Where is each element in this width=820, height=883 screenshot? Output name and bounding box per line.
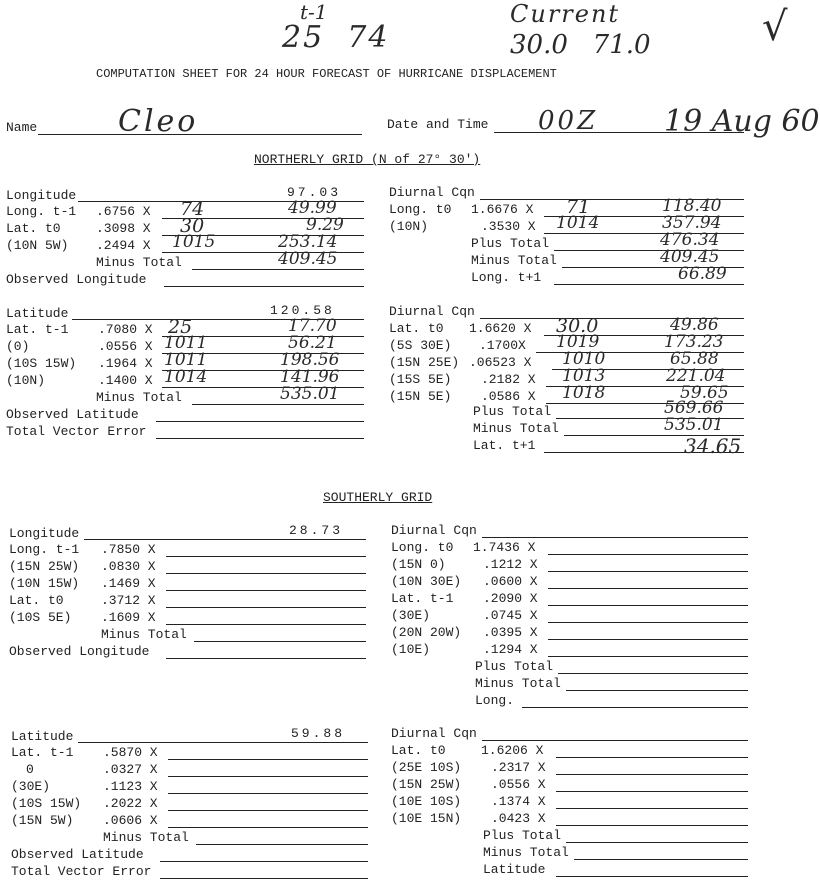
s-long-row-line[interactable] bbox=[166, 590, 366, 591]
n-dlat-row-result: 49.86 bbox=[670, 315, 719, 335]
n-long-row-result: 9.29 bbox=[306, 215, 344, 235]
s-lat-minus-line[interactable] bbox=[196, 844, 368, 845]
s-dlat-row-coef: .2317 X bbox=[491, 760, 546, 775]
s-lat-row-coef: .0606 X bbox=[103, 813, 158, 828]
n-long-minus-line[interactable] bbox=[192, 269, 364, 270]
n-long-row-input: 74 bbox=[180, 198, 205, 220]
n-lat-row-input: 25 bbox=[168, 316, 193, 338]
n-total-vector-error-label: Total Vector Error bbox=[6, 424, 147, 439]
s-observed-latitude-line[interactable] bbox=[160, 861, 368, 862]
n-dlong-row-coef: .3530 X bbox=[481, 219, 536, 234]
n-dlat-plus-label: Plus Total bbox=[473, 404, 552, 419]
s-latitude-result-label: Latitude bbox=[483, 862, 546, 877]
s-lat-row-line[interactable] bbox=[168, 793, 368, 794]
s-dlat-row-label: (10E 10S) bbox=[391, 794, 462, 809]
s-long-minus-line[interactable] bbox=[194, 641, 366, 642]
s-lat-row-label: 0 bbox=[26, 762, 34, 777]
n-lat-row-label: Lat. t-1 bbox=[6, 322, 69, 337]
n-long-row-coef: .6756 X bbox=[96, 204, 151, 219]
s-observed-latitude-label: Observed Latitude bbox=[11, 847, 144, 862]
s-long-row-line[interactable] bbox=[166, 556, 366, 557]
s-lat-row-coef: .1123 X bbox=[103, 779, 158, 794]
s-lat-row-line[interactable] bbox=[168, 810, 368, 811]
n-total-vector-error-line[interactable] bbox=[156, 438, 364, 439]
s-long-row-coef: .7850 X bbox=[101, 542, 156, 557]
s-long-row-coef: .1469 X bbox=[101, 576, 156, 591]
s-dlat-row-line[interactable] bbox=[556, 808, 748, 809]
name-label: Name bbox=[6, 120, 38, 135]
s-lat-minus-label: Minus Total bbox=[103, 830, 189, 845]
s-dlong-row-coef: .2090 X bbox=[483, 591, 538, 606]
s-latitude-line[interactable] bbox=[78, 742, 368, 743]
s-dlong-row-label: Long. t0 bbox=[391, 540, 454, 555]
s-long-row-label: (15N 25W) bbox=[9, 559, 80, 574]
n-dlat-row-input: 1010 bbox=[562, 349, 606, 369]
s-lat-row-label: (30E) bbox=[11, 779, 51, 794]
s-long-result-label: Long. bbox=[475, 693, 515, 708]
s-long-row-line[interactable] bbox=[166, 573, 366, 574]
n-dlat-row-input: 1018 bbox=[562, 383, 606, 403]
n-lat-minus-value: 535.01 bbox=[280, 384, 340, 404]
s-dlong-minus-line[interactable] bbox=[566, 690, 748, 691]
s-dlong-row-line[interactable] bbox=[548, 605, 748, 606]
s-dlat-plus-line[interactable] bbox=[566, 842, 748, 843]
n-long-row-result: 253.14 bbox=[278, 232, 338, 252]
n-dlat-row-input: 1019 bbox=[556, 332, 600, 352]
n-dlat-row-result: 59.65 bbox=[680, 383, 729, 403]
s-dlong-row-line[interactable] bbox=[548, 571, 748, 572]
hand-current-label: Current bbox=[510, 0, 621, 28]
s-dlat-row-line[interactable] bbox=[556, 825, 748, 826]
s-dlong-plus-line[interactable] bbox=[558, 673, 748, 674]
n-dlat-row-label: (15N 5E) bbox=[389, 389, 452, 404]
n-long-row-label: (10N 5W) bbox=[6, 238, 69, 253]
n-dlat-row-coef: .0586 X bbox=[481, 389, 536, 404]
n-dlong-plus-value: 476.34 bbox=[660, 230, 720, 250]
check-mark: √ bbox=[762, 4, 788, 50]
n-dlong-minus-value: 409.45 bbox=[660, 247, 720, 267]
n-lat-row-coef: .1400 X bbox=[98, 373, 153, 388]
s-dlong-row-label: (30E) bbox=[391, 608, 431, 623]
n-dlat-row-coef: .06523 X bbox=[469, 355, 532, 370]
s-lat-row-line[interactable] bbox=[168, 827, 368, 828]
name-value: Cleo bbox=[118, 104, 199, 139]
n-latitude-label: Latitude bbox=[6, 306, 69, 321]
s-long-row-line[interactable] bbox=[166, 624, 366, 625]
s-lat-row-coef: .0327 X bbox=[103, 762, 158, 777]
s-dlong-row-label: (10N 30E) bbox=[391, 574, 462, 589]
s-dlong-row-coef: .1212 X bbox=[483, 557, 538, 572]
s-long-row-label: (10S 5E) bbox=[9, 610, 72, 625]
n-observed-longitude-line[interactable] bbox=[164, 286, 364, 287]
hand-previous-position: 25 74 bbox=[282, 20, 390, 55]
s-observed-longitude-line[interactable] bbox=[166, 658, 366, 659]
s-observed-longitude-label: Observed Longitude bbox=[9, 644, 150, 659]
n-long-row-result: 49.99 bbox=[288, 198, 337, 218]
s-diurnal-long-label: Diurnal Cqn bbox=[391, 523, 477, 538]
s-dlong-row-coef: .0600 X bbox=[483, 574, 538, 589]
n-dlat-minus-label: Minus Total bbox=[473, 421, 559, 436]
n-lat-row-label: (10N) bbox=[6, 373, 46, 388]
s-diurnal-long-line[interactable] bbox=[482, 537, 748, 538]
s-long-row-line[interactable] bbox=[166, 607, 366, 608]
n-dlong-row-input: 71 bbox=[566, 196, 591, 218]
s-lat-row-line[interactable] bbox=[168, 759, 368, 760]
n-lat-row-input: 1011 bbox=[164, 350, 208, 370]
s-dlong-row-coef: .0745 X bbox=[483, 608, 538, 623]
n-dlat-row-coef: .1700X bbox=[479, 338, 526, 353]
n-diurnal-long-label: Diurnal Cqn bbox=[389, 185, 475, 200]
s-long-row-label: Long. t-1 bbox=[9, 542, 80, 557]
s-long-row-label: Lat. t0 bbox=[9, 593, 64, 608]
n-observed-longitude-label: Observed Longitude bbox=[6, 272, 147, 287]
n-dlong-plus-label: Plus Total bbox=[471, 236, 550, 251]
s-lat-row-label: (10S 15W) bbox=[11, 796, 82, 811]
n-dlat-row-input: 30.0 bbox=[556, 315, 599, 337]
s-latitude-label: Latitude bbox=[11, 729, 74, 744]
s-long-result-line[interactable] bbox=[522, 707, 748, 708]
s-dlong-row-coef: .1294 X bbox=[483, 642, 538, 657]
s-longitude-total: 28.73 bbox=[289, 523, 344, 538]
date-time-label: Date and Time bbox=[387, 117, 489, 132]
n-long-row-coef: .3098 X bbox=[96, 221, 151, 236]
n-lat-row-result: 141.96 bbox=[280, 367, 340, 387]
n-long-t-plus-1-label: Long. t+1 bbox=[471, 270, 542, 285]
s-long-minus-label: Minus Total bbox=[101, 627, 187, 642]
s-dlat-minus-line[interactable] bbox=[574, 859, 748, 860]
n-lat-t-plus-1-value: 34.65 bbox=[684, 434, 742, 458]
date-time-value-time: 00Z bbox=[538, 106, 599, 136]
n-lat-row-label: (0) bbox=[6, 339, 30, 354]
n-lat-row-coef: .0556 X bbox=[98, 339, 153, 354]
n-dlat-minus-value: 535.01 bbox=[664, 415, 724, 435]
n-long-minus-label: Minus Total bbox=[96, 255, 182, 270]
s-dlong-row-line[interactable] bbox=[548, 639, 748, 640]
n-dlong-row-coef: 1.6676 X bbox=[471, 202, 534, 217]
s-dlat-row-label: (25E 10S) bbox=[391, 760, 462, 775]
s-lat-row-coef: .2022 X bbox=[103, 796, 158, 811]
n-dlat-plus-value: 569.66 bbox=[664, 398, 724, 418]
n-observed-latitude-line[interactable] bbox=[156, 421, 364, 422]
s-longitude-line[interactable] bbox=[84, 539, 366, 540]
n-lat-minus-line[interactable] bbox=[192, 404, 364, 405]
s-dlong-row-coef: .0395 X bbox=[483, 625, 538, 640]
n-long-t-plus-1-value: 66.89 bbox=[678, 264, 727, 284]
s-dlat-row-label: Lat. t0 bbox=[391, 743, 446, 758]
n-diurnal-lat-label: Diurnal Cqn bbox=[389, 304, 475, 319]
n-dlong-row-input: 1014 bbox=[556, 213, 600, 233]
s-long-row-coef: .0830 X bbox=[101, 559, 156, 574]
s-dlat-row-coef: .0423 X bbox=[491, 811, 546, 826]
n-dlat-row-coef: .2182 X bbox=[481, 372, 536, 387]
s-diurnal-lat-label: Diurnal Cqn bbox=[391, 726, 477, 741]
n-dlat-row-label: (15S 5E) bbox=[389, 372, 452, 387]
s-dlat-row-coef: 1.6206 X bbox=[481, 743, 544, 758]
n-lat-row-input: 1011 bbox=[164, 333, 208, 353]
n-lat-row-result: 17.70 bbox=[288, 316, 337, 336]
n-long-row-input: 1015 bbox=[172, 232, 216, 252]
n-long-minus-value: 409.45 bbox=[278, 249, 338, 269]
n-lat-row-input: 1014 bbox=[164, 367, 208, 387]
s-dlong-row-label: (20N 20W) bbox=[391, 625, 462, 640]
s-lat-row-coef: .5870 X bbox=[103, 745, 158, 760]
n-lat-t-plus-1-label: Lat. t+1 bbox=[473, 438, 536, 453]
southerly-grid-heading: SOUTHERLY GRID bbox=[323, 490, 433, 505]
n-long-row-coef: .2494 X bbox=[96, 238, 151, 253]
s-dlong-row-label: (15N 0) bbox=[391, 557, 446, 572]
s-latitude-result-line[interactable] bbox=[556, 876, 748, 877]
s-dlat-row-line[interactable] bbox=[556, 774, 748, 775]
n-long-row-label: Lat. t0 bbox=[6, 221, 61, 236]
s-long-row-coef: .3712 X bbox=[101, 593, 156, 608]
s-dlong-row-line[interactable] bbox=[548, 554, 748, 555]
n-dlat-row-input: 1013 bbox=[562, 366, 606, 386]
n-dlat-row-result: 173.23 bbox=[664, 332, 724, 352]
n-dlat-row-label: (5S 30E) bbox=[389, 338, 452, 353]
s-long-row-label: (10N 15W) bbox=[9, 576, 80, 591]
n-dlong-minus-label: Minus Total bbox=[471, 253, 557, 268]
n-dlat-row-label: (15N 25E) bbox=[389, 355, 460, 370]
s-dlat-row-label: (10E 15N) bbox=[391, 811, 462, 826]
s-dlat-row-coef: .1374 X bbox=[491, 794, 546, 809]
s-lat-row-label: (15N 5W) bbox=[11, 813, 74, 828]
s-dlat-row-line[interactable] bbox=[556, 791, 748, 792]
n-lat-row-result: 56.21 bbox=[288, 333, 337, 353]
n-observed-latitude-label: Observed Latitude bbox=[6, 407, 139, 422]
s-total-vector-error-line[interactable] bbox=[160, 878, 368, 879]
northerly-grid-heading: NORTHERLY GRID (N of 27° 30') bbox=[254, 152, 481, 167]
n-dlat-row-coef: 1.6620 X bbox=[469, 321, 532, 336]
s-dlong-row-line[interactable] bbox=[548, 588, 748, 589]
s-dlong-row-line[interactable] bbox=[548, 622, 748, 623]
s-dlat-row-coef: .0556 X bbox=[491, 777, 546, 792]
n-lat-row-coef: .7080 X bbox=[98, 322, 153, 337]
s-dlong-row-coef: 1.7436 X bbox=[473, 540, 536, 555]
s-longitude-label: Longitude bbox=[9, 526, 80, 541]
n-dlong-row-label: (10N) bbox=[389, 219, 429, 234]
sheet-title: COMPUTATION SHEET FOR 24 HOUR FORECAST OF HURRICANE DISPLACEMENT bbox=[96, 67, 557, 81]
n-lat-row-coef: .1964 X bbox=[98, 356, 153, 371]
n-lat-minus-label: Minus Total bbox=[96, 390, 182, 405]
n-dlong-row-result: 118.40 bbox=[662, 196, 722, 216]
s-diurnal-lat-line[interactable] bbox=[482, 740, 748, 741]
s-dlat-row-line[interactable] bbox=[556, 757, 748, 758]
s-dlong-row-label: (10E) bbox=[391, 642, 431, 657]
n-longitude-label: Longitude bbox=[6, 188, 77, 203]
s-dlong-row-line[interactable] bbox=[548, 656, 748, 657]
s-dlat-minus-label: Minus Total bbox=[483, 845, 569, 860]
n-long-row-label: Long. t-1 bbox=[6, 204, 77, 219]
n-longitude-total: 97.03 bbox=[287, 185, 342, 200]
s-dlong-minus-label: Minus Total bbox=[475, 676, 561, 691]
s-dlong-plus-label: Plus Total bbox=[475, 659, 554, 674]
date-time-value-date: 19 Aug 60 bbox=[664, 104, 820, 139]
n-lat-row-result: 198.56 bbox=[280, 350, 340, 370]
s-long-row-coef: .1609 X bbox=[101, 610, 156, 625]
hand-current-position: 30.0 71.0 bbox=[510, 30, 651, 60]
s-lat-row-line[interactable] bbox=[168, 776, 368, 777]
n-dlong-row-result: 357.94 bbox=[662, 213, 722, 233]
s-lat-row-label: Lat. t-1 bbox=[11, 745, 74, 760]
s-latitude-total: 59.88 bbox=[291, 726, 346, 741]
hand-t-minus-1: t-1 bbox=[300, 0, 328, 24]
s-dlat-row-label: (15N 25W) bbox=[391, 777, 462, 792]
n-lat-row-label: (10S 15W) bbox=[6, 356, 77, 371]
n-dlat-row-label: Lat. t0 bbox=[389, 321, 444, 336]
n-dlat-row-result: 65.88 bbox=[670, 349, 719, 369]
n-latitude-total: 120.58 bbox=[270, 303, 335, 318]
s-dlong-row-label: Lat. t-1 bbox=[391, 591, 454, 606]
s-total-vector-error-label: Total Vector Error bbox=[11, 864, 152, 879]
n-long-t-plus-1-line[interactable] bbox=[554, 284, 744, 285]
name-line[interactable] bbox=[38, 134, 362, 135]
n-long-row-input: 30 bbox=[180, 215, 205, 237]
n-dlat-row-result: 221.04 bbox=[666, 366, 726, 386]
s-dlat-plus-label: Plus Total bbox=[483, 828, 562, 843]
n-dlong-row-label: Long. t0 bbox=[389, 202, 452, 217]
